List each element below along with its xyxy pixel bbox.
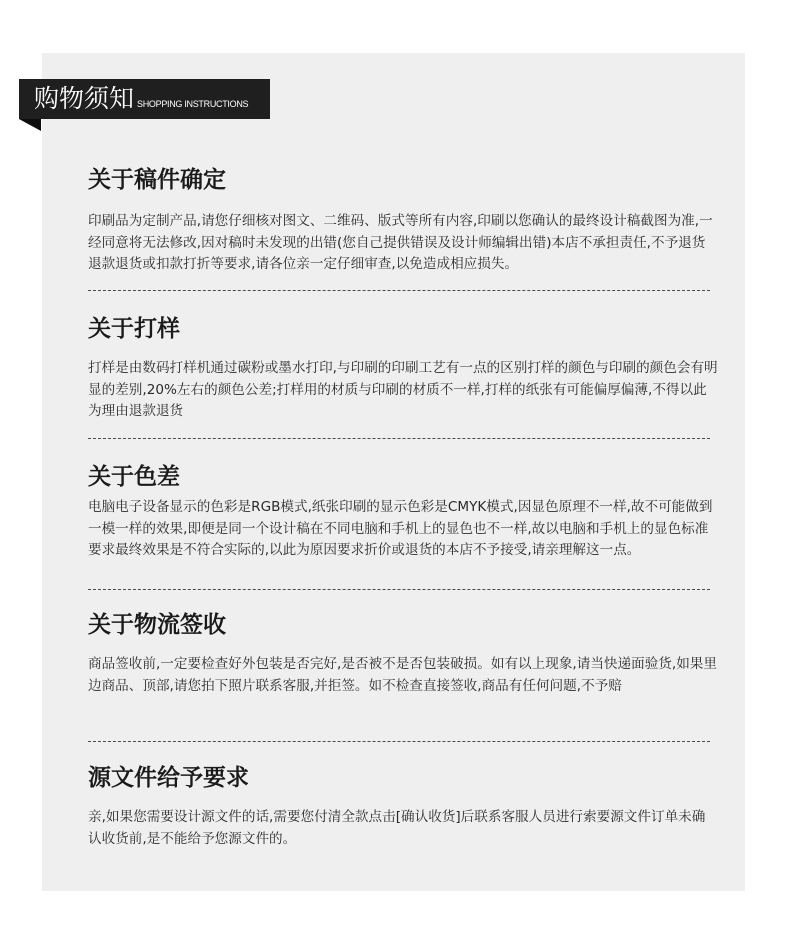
- section-body: 商品签收前,一定要检查好外包装是否完好,是否被不是否包装破损。如有以上现象,请当快递面验货,如果里边商品、顶部,请您拍下照片联系客服,并拒签。如不检查直接签收,商品有任何问题,不予赔: [88, 656, 717, 694]
- section-body: 亲,如果您需要设计源文件的话,需要您付清全款点击[确认收货]后联系客服人员进行索要源文件订单未确认收货前,是不能给予您源文件的。: [88, 809, 706, 847]
- section-proofing: [88, 314, 728, 423]
- section-title: 关于物流签收: [88, 612, 226, 638]
- divider: [88, 290, 710, 291]
- section-body: 打样是由数码打样机通过碳粉或墨水打印,与印刷的印刷工艺有一点的区别打样的颜色与印刷的颜色会有明显的差别,20%左右的颜色公差;打样用的材质与印刷的材质不一样,打样的纸张有可能偏厚偏薄,不得以此为理由退款退货: [88, 360, 718, 419]
- banner-subtitle: SHOPPING INSTRUCTIONS: [137, 99, 249, 109]
- section-body: 电脑电子设备显示的色彩是RGB模式,纸张印刷的显示色彩是CMYK模式,因显色原理不一样,故不可能做到一模一样的效果,即便是同一个设计稿在不同电脑和手机上的显色也不一样,故以电脑和手机上的显色标准要求最终效果是不符合实际的,以此为原因要求折价或退货的本店不予接受,请亲理解这一点。: [88, 499, 713, 558]
- section-source-files: [88, 763, 728, 850]
- section-title: 关于打样: [88, 316, 180, 342]
- section-title: 源文件给予要求: [88, 765, 249, 791]
- banner-fold: [19, 119, 41, 131]
- section-artwork-confirmation: [88, 165, 728, 276]
- section-body: 印刷品为定制产品,请您仔细核对图文、二维码、版式等所有内容,印刷以您确认的最终设计稿截图为准,一经同意将无法修改,因对稿时未发现的出错(您自己提供错误及设计师编辑出错)本店不承担责任,不予退货退款退货或扣款打折等要求,请各位亲一定仔细审查,以免造成相应损失。: [88, 213, 713, 272]
- banner-title: 购物须知: [34, 84, 135, 113]
- section-title: 关于稿件确定: [88, 167, 226, 193]
- divider: [88, 438, 710, 439]
- section-banner: [19, 79, 270, 119]
- section-title: 关于色差: [88, 464, 180, 490]
- divider: [88, 741, 710, 742]
- section-color-difference: [88, 462, 728, 562]
- section-delivery-receipt: [88, 610, 728, 697]
- divider: [88, 589, 710, 590]
